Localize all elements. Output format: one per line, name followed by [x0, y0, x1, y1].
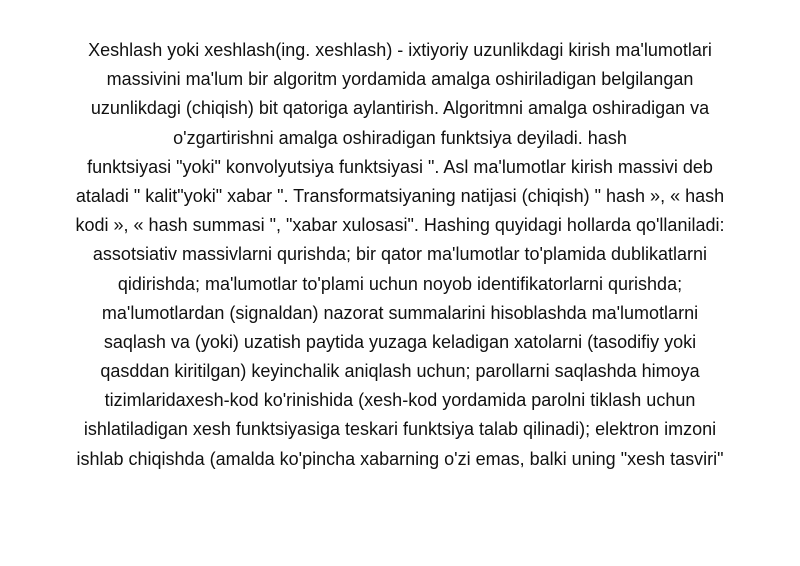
text-line: Xeshlash yoki xeshlash(ing. xeshlash) - ixtiyoriy uzunlikdagi kirish ma'lumotlari [88, 40, 712, 60]
text-line: tizimlaridaxesh-kod ko'rinishida (xesh-kod yordamida parolni tiklash uchun [104, 390, 696, 411]
text-line: kodi », « hash summasi ", "xabar xulosasi". Hashing quyidagi hollarda qo'llaniladi: [75, 215, 725, 236]
text-line: qidirishda; ma'lumotlar to'plami uchun noyob identifikatorlarni qurishda; [117, 273, 683, 294]
text-line: o'zgartirishni amalga oshiradigan funktsiya deyiladi. hash [173, 127, 627, 148]
text-line: saqlash va (yoki) uzatish paytida yuzaga keladigan xatolarni (tasodifiy yoki [103, 331, 697, 352]
body-text [40, 36, 760, 474]
text-line: funktsiyasi "yoki" konvolyutsiya funktsiyasi ". Asl ma'lumotlar kirish massivi deb [87, 156, 713, 177]
text-line: assotsiativ massivlarni qurishda; bir qator ma'lumotlar to'plamida dublikatlarni [92, 244, 708, 265]
text-line: ma'lumotlardan (signaldan) nazorat summalarini hisoblashda ma'lumotlarni [101, 302, 699, 323]
text-line: uzunlikdagi (chiqish) bit qatoriga aylantirish. Algoritmni amalga oshiradigan va [90, 98, 710, 119]
text-line: ishlatiladigan xesh funktsiyasiga teskari funktsiya talab qilinadi); elektron imzoni [83, 419, 717, 440]
text-line: qasddan kiritilgan) keyinchalik aniqlash uchun; parollarni saqlashda himoya [100, 361, 700, 382]
text-line: ishlab chiqishda (amalda ko'pincha xabarning o'zi emas, balki uning "xesh tasviri" [76, 448, 724, 469]
text-line: ataladi " kalit"yoki" xabar ". Transformatsiyaning natijasi (chiqish) " hash », « hash [75, 185, 725, 206]
text-line: massivini ma'lum bir algoritm yordamida amalga oshiriladigan belgilangan [106, 69, 694, 90]
